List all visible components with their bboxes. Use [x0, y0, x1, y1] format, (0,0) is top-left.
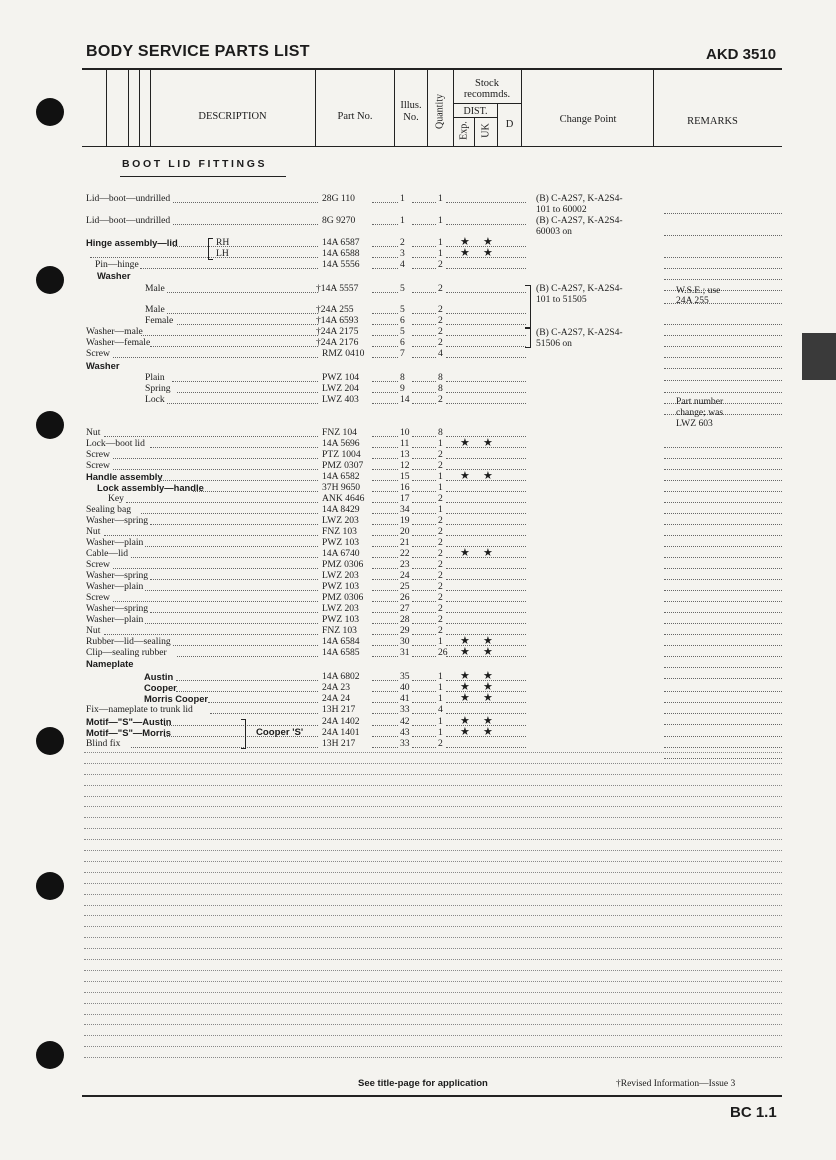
- quantity: 2: [438, 592, 443, 603]
- illus-number: 11: [400, 438, 410, 449]
- stock-star-exp: ★: [460, 692, 470, 704]
- part-description: Washer—plain: [86, 614, 144, 625]
- illus-number: 21: [400, 537, 410, 548]
- stock-star-exp: ★: [460, 437, 470, 449]
- part-number: †14A 6593: [316, 315, 359, 326]
- part-description: Male: [145, 283, 165, 294]
- illus-number: 3: [400, 248, 405, 259]
- illus-number: 27: [400, 603, 410, 614]
- remark: 24A 255: [676, 295, 709, 306]
- illus-number: 22: [400, 548, 410, 559]
- stock-star-exp: ★: [460, 247, 470, 259]
- illus-number: 29: [400, 625, 410, 636]
- remark: W.S.E.; use: [676, 285, 721, 296]
- quantity: 1: [438, 248, 443, 259]
- part-description: Washer—male: [86, 326, 143, 337]
- quantity: 2: [438, 548, 443, 559]
- quantity: 2: [438, 394, 443, 405]
- stock-star-uk: ★: [483, 646, 493, 658]
- quantity: 2: [438, 603, 443, 614]
- col-description: DESCRIPTION: [198, 111, 267, 122]
- part-number: LWZ 203: [322, 570, 359, 581]
- binder-hole: [36, 411, 64, 439]
- quantity: 1: [438, 471, 443, 482]
- part-number: 14A 5696: [322, 438, 360, 449]
- quantity: 1: [438, 727, 443, 738]
- illus-number: 30: [400, 636, 410, 647]
- quantity: 1: [438, 716, 443, 727]
- stock-star-exp: ★: [460, 715, 470, 727]
- part-description: Washer: [97, 270, 131, 281]
- binder-hole: [36, 1041, 64, 1069]
- stock-star-exp: ★: [460, 646, 470, 658]
- illus-number: 24: [400, 570, 410, 581]
- col-exp: Exp.: [458, 121, 470, 140]
- col-d: D: [505, 119, 514, 130]
- quantity: 4: [438, 704, 443, 715]
- change-point: (B) C-A2S7, K-A2S4-: [536, 283, 623, 294]
- stock-star-exp: ★: [460, 236, 470, 248]
- bracket: [525, 285, 531, 329]
- part-description: Key: [108, 493, 124, 504]
- illus-number: 15: [400, 471, 410, 482]
- quantity: 2: [438, 625, 443, 636]
- quantity: 1: [438, 482, 443, 493]
- part-description: Washer—spring: [86, 515, 149, 526]
- part-number: PMZ 0306: [322, 559, 364, 570]
- remark: Part number: [676, 396, 724, 407]
- part-description: Blind fix: [86, 738, 121, 749]
- part-number: †24A 2175: [316, 326, 359, 337]
- part-number: 14A 6587: [322, 237, 360, 248]
- illus-number: 33: [400, 738, 410, 749]
- col-uk: UK: [480, 123, 492, 138]
- change-point: 51506 on: [536, 338, 572, 349]
- quantity: 26: [438, 647, 448, 658]
- illus-number: 23: [400, 559, 410, 570]
- illus-number: 5: [400, 283, 405, 294]
- illus-number: 16: [400, 482, 410, 493]
- quantity: 2: [438, 259, 443, 270]
- quantity: 2: [438, 515, 443, 526]
- part-description: Washer—plain: [86, 537, 144, 548]
- cooper-s-label: Cooper 'S': [256, 727, 304, 738]
- illus-number: 5: [400, 304, 405, 315]
- part-description: Sealing bag: [86, 504, 132, 515]
- stock-star-uk: ★: [483, 437, 493, 449]
- quantity: 2: [438, 581, 443, 592]
- part-number: 24A 23: [322, 682, 350, 693]
- part-side: RH: [216, 237, 230, 248]
- part-description: Motif—"S"—Austin: [86, 716, 172, 727]
- col-quantity: Quantity: [434, 94, 446, 129]
- illus-number: 20: [400, 526, 410, 537]
- part-number: 14A 6584: [322, 636, 360, 647]
- part-number: LWZ 403: [322, 394, 359, 405]
- bracket: [525, 327, 531, 348]
- change-point: (B) C-A2S7, K-A2S4-: [536, 215, 623, 226]
- quantity: 1: [438, 438, 443, 449]
- header-bottom-rule: [82, 146, 782, 147]
- illus-number: 28: [400, 614, 410, 625]
- part-number: †24A 255: [316, 304, 354, 315]
- quantity: 1: [438, 504, 443, 515]
- quantity: 2: [438, 570, 443, 581]
- quantity: 2: [438, 559, 443, 570]
- stock-star-uk: ★: [483, 715, 493, 727]
- quantity: 2: [438, 614, 443, 625]
- illus-number: 9: [400, 383, 405, 394]
- part-number: 28G 110: [322, 193, 355, 204]
- document-code: AKD 3510: [706, 46, 777, 63]
- part-description: Washer—female: [86, 337, 151, 348]
- part-description: Nut: [86, 625, 101, 636]
- part-number: LWZ 203: [322, 515, 359, 526]
- stock-star-uk: ★: [483, 692, 493, 704]
- part-number: PWZ 103: [322, 581, 360, 592]
- stock-star-exp: ★: [460, 726, 470, 738]
- quantity: 4: [438, 348, 443, 359]
- part-description: Male: [145, 304, 165, 315]
- part-description: Lock assembly—handle: [97, 482, 204, 493]
- stock-star-uk: ★: [483, 635, 493, 647]
- part-number: 14A 5556: [322, 259, 360, 270]
- part-number: 24A 1401: [322, 727, 360, 738]
- footer-rule: [82, 1095, 782, 1097]
- quantity: 1: [438, 693, 443, 704]
- part-number: PMZ 0306: [322, 592, 364, 603]
- index-tab: [802, 333, 836, 380]
- col-remarks: REMARKS: [687, 116, 738, 127]
- part-number: LWZ 204: [322, 383, 359, 394]
- part-number: PMZ 0307: [322, 460, 364, 471]
- part-description: Pin—hinge: [95, 259, 139, 270]
- part-number: FNZ 103: [322, 625, 357, 636]
- part-number: 37H 9650: [322, 482, 361, 493]
- quantity: 2: [438, 326, 443, 337]
- part-description: Fix—nameplate to trunk lid: [86, 704, 193, 715]
- col-illus: Illus.: [400, 100, 422, 111]
- binder-hole: [36, 266, 64, 294]
- illus-number: 43: [400, 727, 410, 738]
- quantity: 8: [438, 427, 443, 438]
- illus-number: 35: [400, 671, 410, 682]
- part-description: Plain: [145, 372, 165, 383]
- stock-star-exp: ★: [460, 470, 470, 482]
- quantity: 2: [438, 337, 443, 348]
- part-description: Nut: [86, 427, 101, 438]
- change-point: (B) C-A2S7, K-A2S4-: [536, 193, 623, 204]
- illus-number: 25: [400, 581, 410, 592]
- page-number: BC 1.1: [730, 1104, 777, 1121]
- part-number: 24A 1402: [322, 716, 360, 727]
- part-description: Handle assembly: [86, 471, 163, 482]
- stock-star-uk: ★: [483, 247, 493, 259]
- col-part-no: Part No.: [337, 111, 373, 122]
- quantity: 1: [438, 636, 443, 647]
- part-description: Morris Cooper: [144, 693, 209, 704]
- quantity: 2: [438, 493, 443, 504]
- illus-number: 1: [400, 193, 405, 204]
- part-number: 14A 6740: [322, 548, 360, 559]
- illus-number: 8: [400, 372, 405, 383]
- stock-star-exp: ★: [460, 547, 470, 559]
- col-stock: Stock: [475, 78, 499, 89]
- part-number: PWZ 103: [322, 614, 360, 625]
- part-description: Screw: [86, 559, 110, 570]
- change-point: 101 to 60002: [536, 204, 587, 215]
- part-description: Screw: [86, 460, 110, 471]
- part-description: Washer—spring: [86, 603, 149, 614]
- part-number: LWZ 203: [322, 603, 359, 614]
- illus-number: 5: [400, 326, 405, 337]
- part-number: 14A 6582: [322, 471, 360, 482]
- illus-number: 2: [400, 237, 405, 248]
- quantity: 1: [438, 237, 443, 248]
- part-number: PWZ 103: [322, 537, 360, 548]
- illus-number: 42: [400, 716, 410, 727]
- quantity: 2: [438, 460, 443, 471]
- part-number: FNZ 103: [322, 526, 357, 537]
- stock-star-uk: ★: [483, 726, 493, 738]
- binder-hole: [36, 98, 64, 126]
- illus-number: 6: [400, 337, 405, 348]
- footer-revised: †Revised Information—Issue 3: [616, 1079, 736, 1089]
- part-number: ANK 4646: [322, 493, 365, 504]
- quantity: 8: [438, 372, 443, 383]
- part-number: PTZ 1004: [322, 449, 361, 460]
- stock-star-exp: ★: [460, 635, 470, 647]
- illus-number: 12: [400, 460, 410, 471]
- illus-number: 41: [400, 693, 410, 704]
- part-description: Rubber—lid—sealing: [86, 636, 171, 647]
- quantity: 2: [438, 526, 443, 537]
- part-number: 14A 6588: [322, 248, 360, 259]
- part-number: †14A 5557: [316, 283, 359, 294]
- quantity: 2: [438, 738, 443, 749]
- part-description: Hinge assembly—lid: [86, 237, 178, 248]
- part-number: 13H 217: [322, 704, 356, 715]
- col-stock-recommds: recommds.: [463, 89, 511, 100]
- part-number: 14A 6802: [322, 671, 360, 682]
- part-description: Lock: [145, 394, 165, 405]
- part-description: Motif—"S"—Morris: [86, 727, 171, 738]
- part-description: Washer: [86, 360, 120, 371]
- part-description: Lid—boot—undrilled: [86, 215, 171, 226]
- illus-number: 26: [400, 592, 410, 603]
- part-description: Screw: [86, 348, 110, 359]
- illus-number: 6: [400, 315, 405, 326]
- part-description: Cable—lid: [86, 548, 129, 559]
- binder-hole: [36, 727, 64, 755]
- part-description: Washer—spring: [86, 570, 149, 581]
- change-point: 60003 on: [536, 226, 572, 237]
- illus-number: 13: [400, 449, 410, 460]
- quantity: 1: [438, 682, 443, 693]
- bracket: [241, 719, 246, 749]
- illus-number: 1: [400, 215, 405, 226]
- part-description: Spring: [145, 383, 171, 394]
- illus-number: 19: [400, 515, 410, 526]
- part-description: Clip—sealing rubber: [86, 647, 167, 658]
- part-number: 13H 217: [322, 738, 356, 749]
- illus-number: 40: [400, 682, 410, 693]
- page-title: BODY SERVICE PARTS LIST: [86, 43, 310, 60]
- stock-star-uk: ★: [483, 681, 493, 693]
- quantity: 8: [438, 383, 443, 394]
- header-rule: [82, 68, 782, 70]
- part-description: Nameplate: [86, 658, 134, 669]
- quantity: 1: [438, 215, 443, 226]
- part-description: Cooper: [144, 682, 177, 693]
- quantity: 1: [438, 671, 443, 682]
- section-title: BOOT LID FITTINGS: [122, 158, 268, 170]
- part-number: 8G 9270: [322, 215, 356, 226]
- illus-number: 10: [400, 427, 410, 438]
- illus-number: 34: [400, 504, 410, 515]
- illus-number: 17: [400, 493, 410, 504]
- part-description: Austin: [144, 671, 174, 682]
- part-number: †24A 2176: [316, 337, 359, 348]
- part-side: LH: [216, 248, 229, 259]
- part-description: Lid—boot—undrilled: [86, 193, 171, 204]
- stock-star-uk: ★: [483, 670, 493, 682]
- part-description: Washer—plain: [86, 581, 144, 592]
- part-description: Female: [145, 315, 174, 326]
- illus-number: 7: [400, 348, 405, 359]
- quantity: 2: [438, 283, 443, 294]
- remark: change; was: [676, 407, 724, 418]
- part-description: Screw: [86, 449, 110, 460]
- illus-number: 33: [400, 704, 410, 715]
- change-point: 101 to 51505: [536, 294, 587, 305]
- footer-application: See title-page for application: [358, 1078, 488, 1089]
- illus-number: 14: [400, 394, 410, 405]
- change-point: (B) C-A2S7, K-A2S4-: [536, 327, 623, 338]
- quantity: 1: [438, 193, 443, 204]
- part-number: RMZ 0410: [322, 348, 365, 359]
- part-number: FNZ 104: [322, 427, 357, 438]
- quantity: 2: [438, 304, 443, 315]
- part-description: Lock—boot lid: [86, 438, 145, 449]
- stock-star-exp: ★: [460, 670, 470, 682]
- quantity: 2: [438, 449, 443, 460]
- remark: LWZ 603: [676, 418, 713, 429]
- part-number: 24A 24: [322, 693, 350, 704]
- binder-hole: [36, 872, 64, 900]
- quantity: 2: [438, 537, 443, 548]
- illus-number: 31: [400, 647, 410, 658]
- stock-star-uk: ★: [483, 470, 493, 482]
- col-dist: DIST.: [463, 106, 488, 117]
- part-description: Nut: [86, 526, 101, 537]
- part-number: PWZ 104: [322, 372, 360, 383]
- bracket: [208, 238, 213, 260]
- stock-star-uk: ★: [483, 547, 493, 559]
- part-number: 14A 6585: [322, 647, 360, 658]
- stock-star-uk: ★: [483, 236, 493, 248]
- quantity: 2: [438, 315, 443, 326]
- col-change-point: Change Point: [559, 114, 617, 125]
- stock-star-exp: ★: [460, 681, 470, 693]
- part-number: 14A 8429: [322, 504, 360, 515]
- part-description: Screw: [86, 592, 110, 603]
- col-illus-no: No.: [403, 112, 419, 123]
- illus-number: 4: [400, 259, 405, 270]
